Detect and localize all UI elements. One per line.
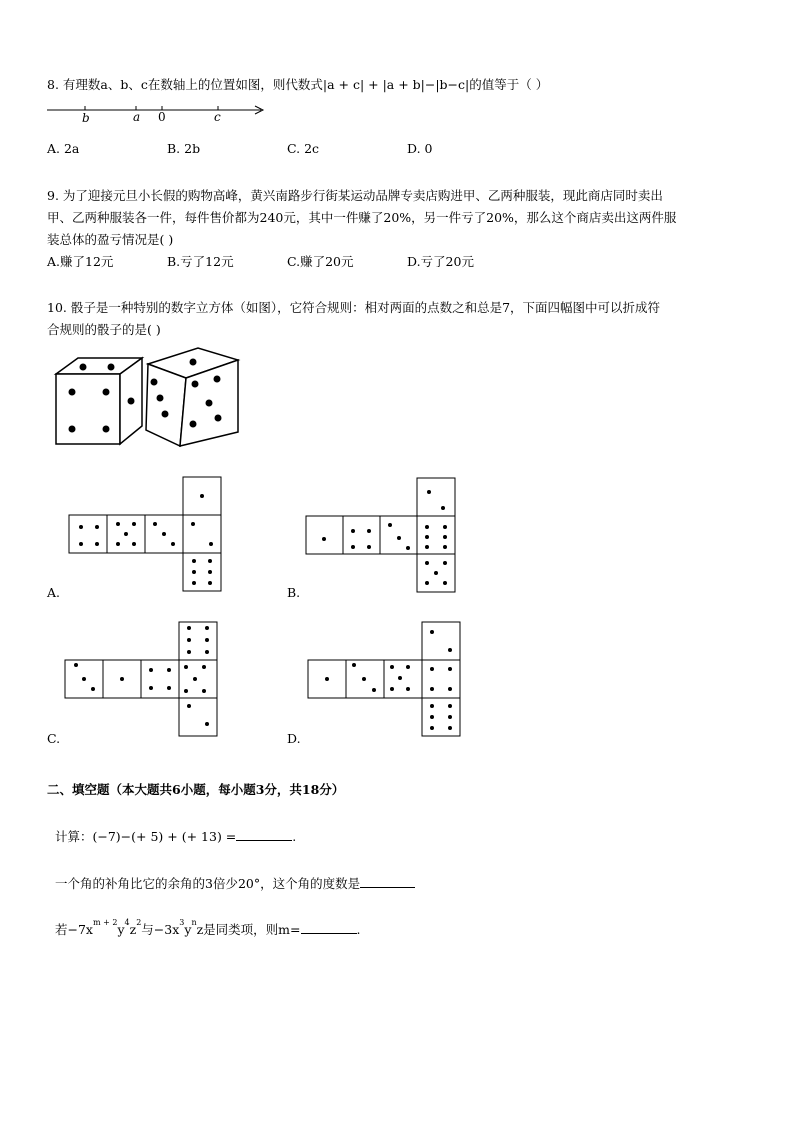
fill-q3-exp-2: 2 [136,918,142,927]
fill-q3-tail: z是同类项，则m= [196,922,301,937]
q9-line1: 9. 为了迎接元旦小长假的购物高峰，黄兴南路步行街某运动品牌专卖店购进甲、乙两种服装，现此商店同时卖出 [47,188,663,203]
q8-option-b[interactable]: B. 2b [167,141,201,156]
fill-q1-blank[interactable] [236,828,292,841]
fill-q2-blank[interactable] [360,875,415,888]
q9-option-a[interactable]: A.赚了12元 [47,254,114,269]
fill-q1-text: 计算：(−7)−(+ 5) + (+ 13) = [55,829,237,844]
dice-illustration [50,348,250,448]
q9-option-c[interactable]: C.赚了20元 [287,254,354,269]
numberline-label-a: a [133,110,141,124]
numberline-label-b: b [82,111,90,125]
q8-stem: 8. 有理数a、b、c在数轴上的位置如图，则代数式|a + c| + |a + b|−|b−c|的值等于（ ） [47,77,549,92]
net-c-label: C. [47,731,61,746]
numberline-label-c: c [214,110,221,124]
fill-q3-y2: y [184,922,192,937]
fill-q3 [55,920,361,938]
net-d[interactable] [308,622,468,742]
q10-line2: 合规则的骰子的是( ) [47,322,161,337]
q10-line1: 10. 骰子是一种特别的数字立方体（如图），它符合规则：相对两面的点数之和总是7，下面四幅图中可以折成符 [47,300,661,315]
fill-q3-y1: y [117,922,125,937]
fill-q3-z1: z [129,922,137,937]
fill-q2-text: 一个角的补角比它的余角的3倍少20°，这个角的度数是 [55,876,361,891]
net-b[interactable] [306,478,466,598]
q8-option-c[interactable]: C. 2c [287,141,320,156]
q9-line2: 甲、乙两种服装各一件，每件售价都为240元，其中一件赚了20%，另一件亏了20%，那么这个商店卖出这两件服 [47,210,677,225]
fill-q3-period: . [356,922,361,937]
net-b-label: B. [287,585,301,600]
fill-q3-exp-4: 4 [124,918,130,927]
fill-q3-blank[interactable] [301,921,357,934]
net-c[interactable] [65,622,225,742]
q9-option-b[interactable]: B.亏了12元 [167,254,234,269]
numberline-label-zero: 0 [158,110,166,124]
fill-q3-exp-3: 3 [179,918,185,927]
fill-q3-prefix: 若−7x [55,922,93,937]
q9-line3: 装总体的盈亏情况是( ) [47,232,174,247]
fill-q1-period: . [292,829,297,844]
fill-q3-mid: 与−3x [141,922,180,937]
q8-option-a[interactable]: A. 2a [47,141,80,156]
net-a[interactable] [69,477,229,597]
fill-q1 [55,827,296,845]
q8-option-d[interactable]: D. 0 [407,141,433,156]
fill-q3-exp-n: n [191,918,197,927]
fill-q2 [55,874,415,892]
section-heading: 二、填空题（本大题共6小题，每小题3分，共18分） [47,782,345,797]
q9-option-d[interactable]: D.亏了20元 [407,254,474,269]
net-d-label: D. [287,731,301,746]
fill-q3-exp-m: m + 2 [92,918,118,927]
net-a-label: A. [47,585,61,600]
